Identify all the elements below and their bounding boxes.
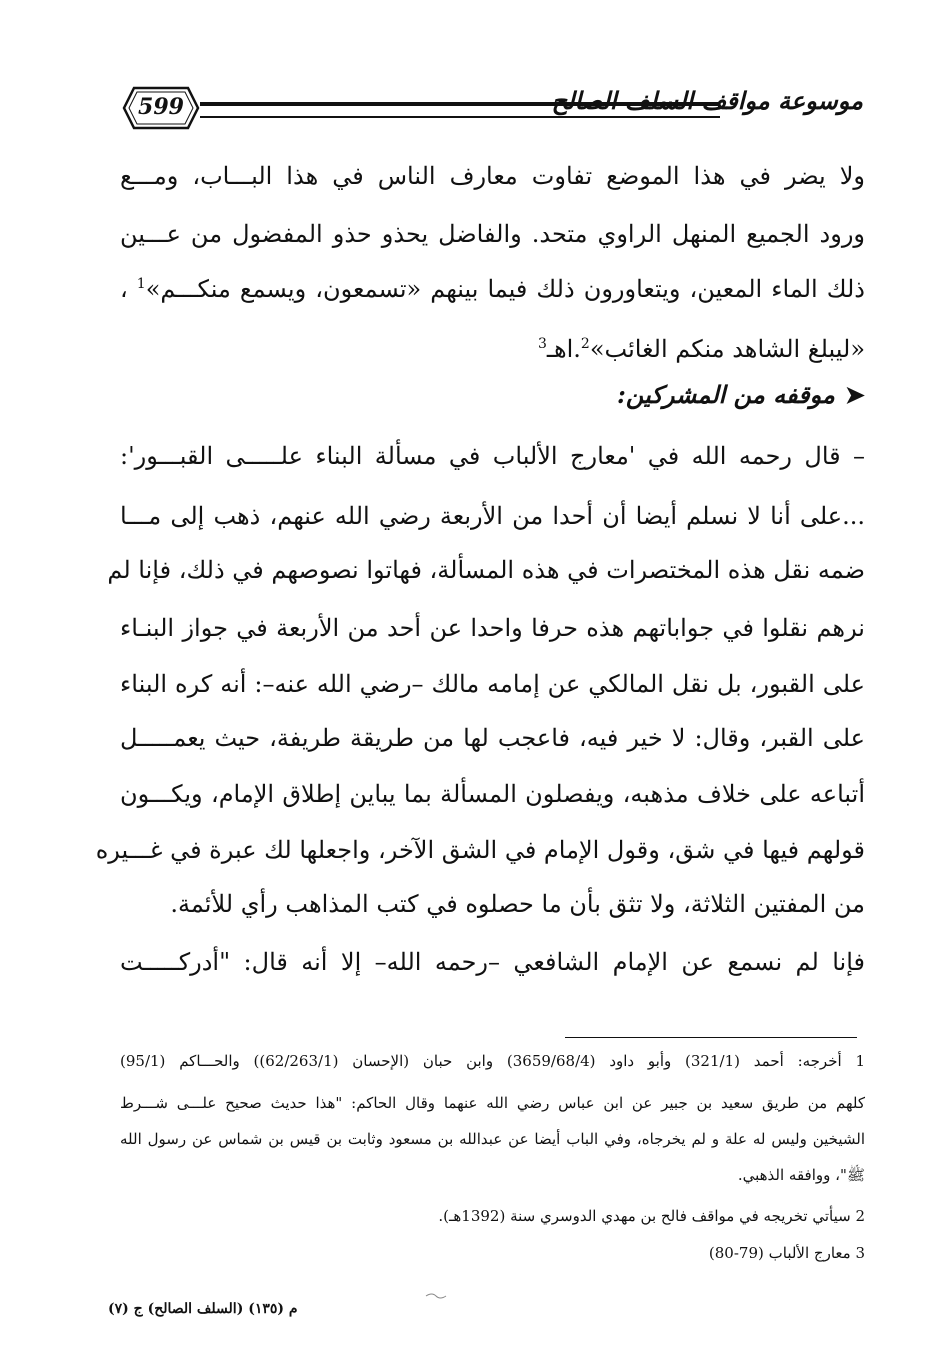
- footnote-rule: [565, 1037, 857, 1038]
- footnote-1-line-2: كلهم من طريق سعيد بن جبير عن ابن عباس رضي الله عنهما وقال الحاكم: "هذا حديث صحيح علـــى شـــرط: [120, 1094, 865, 1112]
- footnote-ref-3[interactable]: 3: [538, 336, 547, 352]
- quote-text: «ليبلغ الشاهد منكم الغائب»: [589, 335, 865, 363]
- footnote-1-line-1: 1 أخرجه: أحمد (321/1) وأبو داود (3659/68/4) وابن حبان (الإحسان (62/263/1)) والحـــاكم (95/1): [120, 1052, 865, 1070]
- arrow-bullet-icon: ➤: [844, 380, 865, 409]
- paragraph-line-2: ...على أنا لا نسلم أيضا أن أحدا من الأربعة رضي الله عنهم، ذهب إلى مـــا: [120, 502, 865, 530]
- section-heading: [400, 380, 865, 409]
- footnote-ref-2[interactable]: 2: [580, 336, 590, 352]
- paragraph-line-5: على القبور، بل نقل المالكي عن إمامه مالك –رضي الله عنه–: أنه كره البناء: [120, 670, 865, 698]
- body-line-1: ولا يضر في هذا الموضع تفاوت معارف الناس في هذا البـــاب، ومـــع: [120, 162, 865, 190]
- footnote-3: 3 معارج الألباب (79-80): [708, 1244, 865, 1262]
- body-line-2: ورود الجميع المنهل الراوي متحد. والفاضل يحذو حذو المفضول من عـــين: [120, 220, 865, 248]
- book-title: موسوعة مواقف السلف الصالح: [551, 86, 863, 115]
- body-line-3: [120, 264, 865, 304]
- footnote-2: 2 سيأتي تخريجه في مواقف فالح بن مهدي الدوسري سنة (1392هـ).: [438, 1207, 865, 1225]
- paragraph-line-10: فإنا لم نسمع عن الإمام الشافعي –رحمه الله– إلا أنه قال: "أدركـــــت: [120, 948, 865, 976]
- paragraph-line-7: أتباعه على خلاف مذهبه، ويفصلون المسألة بما يباين إطلاق الإمام، ويكـــون: [120, 780, 865, 808]
- page-header: [118, 78, 863, 150]
- body-line-4: [120, 324, 865, 364]
- paragraph-line-8: قولهم فيها في شق، وقول الإمام في الشق الآخر، واجعلها لك عبرة في غـــيره: [95, 836, 865, 864]
- paragraph-line-6: على القبر، وقال: لا خير فيه، فاعجب لها من طريقة طريفة، حيث يعمـــــل: [120, 724, 865, 752]
- footnote-1-line-4: ﷺ"، ووافقه الذهبي.: [737, 1166, 865, 1184]
- page-number-badge: [118, 82, 204, 134]
- paragraph-line-3: ضمه نقل هذه المختصرات في هذه المسألة، فهاتوا نصوصهم في ذلك، فإنا لم: [107, 556, 865, 584]
- section-heading-text: موقفه من المشركين:: [617, 380, 835, 409]
- footnote-ref-1[interactable]: 1: [136, 276, 146, 292]
- paragraph-line-4: نرهم نقلوا في جواباتهم هذه حرفا واحدا عن أحد من الأربعة في جواز البنـاء: [120, 614, 865, 642]
- signature-mark: م (١٣٥) (السلف الصالح) ج (٧): [108, 1301, 298, 1317]
- page-number: 599: [138, 94, 184, 120]
- quote-end: .اهـ: [546, 335, 581, 363]
- body-line-3-text: ذلك الماء المعين، ويتعاورون ذلك فيما بينهم «تسمعون، ويسمع منكـــم»: [145, 275, 865, 303]
- print-speck-icon: [424, 1290, 448, 1302]
- footnote-1-line-3: الشيخين وليس له علة و لم يخرجاه، وفي الباب أيضا عن عبدالله بن مسعود وثابت بن قيس بن شماس عن رسول الله: [120, 1130, 865, 1148]
- paragraph-line-9: من المفتين الثلاثة، ولا تثق بأن ما حصلوه في كتب المذاهب رأي للأئمة.: [170, 890, 865, 918]
- paragraph-line-1: – قال رحمه الله في 'معارج الألباب في مسألة البناء علـــــى القبـــور':: [120, 442, 865, 470]
- body-line-3-tail: ،: [120, 275, 128, 303]
